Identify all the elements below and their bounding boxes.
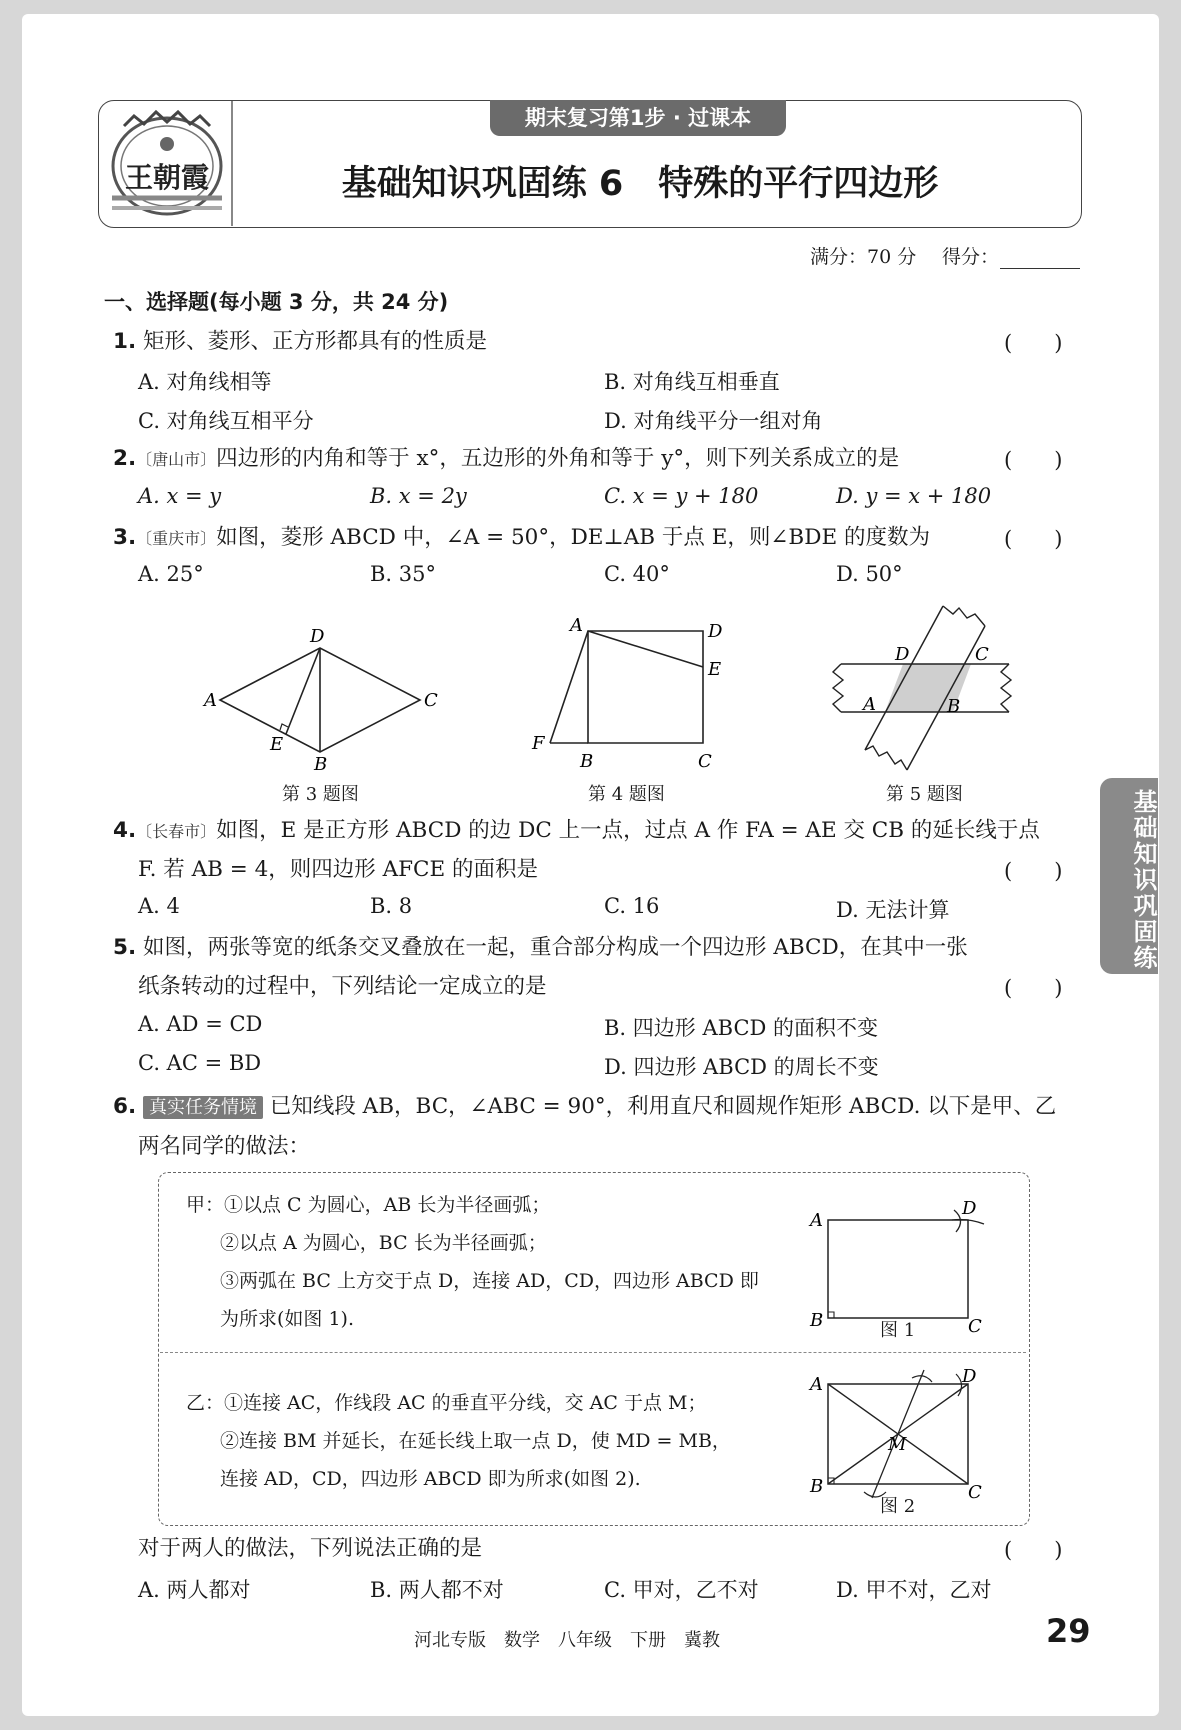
question-5: 5. 如图，两张等宽的纸条交叉叠放在一起，重合部分构成一个四边形 ABCD，在其中一张 — [113, 935, 968, 960]
header-logo — [104, 106, 230, 222]
logo-text: 王朝霞 — [124, 161, 209, 194]
jia-step-4: 为所求(如图 1). — [220, 1308, 354, 1330]
jia-step-2: ②以点 A 为圆心，BC 长为半径画弧； — [220, 1232, 547, 1254]
header-divider — [231, 101, 233, 226]
q3-label-c: C — [424, 690, 438, 711]
q1-option-d[interactable]: D. 对角线平分一组对角 — [604, 409, 823, 433]
q3-option-c[interactable]: C. 40° — [604, 562, 670, 586]
question-4-line2: F. 若 AB = 4，则四边形 AFCE 的面积是 — [138, 857, 539, 882]
fig2-label-m: M — [888, 1434, 907, 1455]
q6-answer-blank[interactable]: ( ) — [1004, 1538, 1063, 1562]
q4-label-b: B — [580, 751, 594, 772]
figure-q3-caption: 第 3 题图 — [282, 784, 359, 805]
section-title: 一、选择题(每小题 3 分，共 24 分) — [104, 290, 449, 314]
figure-q3 — [200, 620, 450, 770]
fig2-label-a: A — [810, 1374, 823, 1395]
fig2-label-b: B — [810, 1476, 824, 1497]
q4-answer-blank[interactable]: ( ) — [1004, 859, 1063, 883]
yi-step-3: 连接 AD，CD，四边形 ABCD 即为所求(如图 2). — [220, 1468, 641, 1490]
q1-number: 1. — [113, 329, 137, 354]
q5-label-d: D — [895, 644, 910, 665]
fig1-label-c: C — [968, 1316, 982, 1337]
q5-answer-blank[interactable]: ( ) — [1004, 976, 1063, 1000]
q4-label-a: A — [570, 615, 583, 636]
q4-source-tag: 〔长春市〕 — [136, 822, 217, 841]
q5-option-c[interactable]: C. AC = BD — [138, 1051, 262, 1075]
q3-label-b: B — [314, 754, 328, 770]
q6-option-d[interactable]: D. 甲不对，乙对 — [836, 1578, 992, 1602]
q5-label-a: A — [863, 694, 876, 715]
q3-label-e: E — [270, 734, 284, 755]
page-number: 29 — [1046, 1612, 1091, 1650]
q1-option-a[interactable]: A. 对角线相等 — [138, 370, 272, 394]
fig1-label-d: D — [962, 1198, 977, 1219]
fig1-label-b: B — [810, 1310, 824, 1331]
q2-option-c[interactable]: C. x = y + 180 — [604, 484, 759, 508]
q4-option-b[interactable]: B. 8 — [370, 894, 413, 918]
q4-option-a[interactable]: A. 4 — [138, 894, 180, 918]
figure-q4 — [528, 615, 728, 775]
q5-option-a[interactable]: A. AD = CD — [138, 1012, 263, 1036]
q1-answer-blank[interactable]: ( ) — [1004, 331, 1063, 355]
q4-option-c[interactable]: C. 16 — [604, 894, 660, 918]
yi-step-1: 乙：①连接 AC，作线段 AC 的垂直平分线，交 AC 于点 M； — [186, 1392, 707, 1414]
q6-option-a[interactable]: A. 两人都对 — [138, 1578, 251, 1602]
question-1 — [113, 327, 487, 357]
q5-option-d[interactable]: D. 四边形 ABCD 的周长不变 — [604, 1055, 879, 1079]
q2-answer-blank[interactable]: ( ) — [1004, 448, 1063, 472]
question-2: 2.〔唐山市〕四边形的内角和等于 x°，五边形的外角和等于 y°，则下列关系成立的是 — [113, 446, 900, 471]
q1-option-b[interactable]: B. 对角线互相垂直 — [604, 370, 780, 394]
page-title: 基础知识巩固练 6 特殊的平行四边形 — [341, 164, 939, 204]
q2-option-d[interactable]: D. y = x + 180 — [836, 484, 992, 508]
q5-label-b: B — [947, 696, 961, 717]
methods-divider — [160, 1352, 1026, 1353]
figure-q5-caption: 第 5 题图 — [886, 784, 963, 805]
fig1-label-a: A — [810, 1210, 823, 1231]
question-4: 4.〔长春市〕如图，E 是正方形 ABCD 的边 DC 上一点，过点 A 作 FA = AE 交 CB 的延长线于点 — [113, 818, 1040, 843]
q2-option-a[interactable]: A. x = y — [138, 484, 222, 508]
figure-q5 — [825, 600, 1025, 775]
q4-label-e: E — [708, 659, 722, 680]
q4-label-f: F — [532, 733, 545, 754]
q3-option-a[interactable]: A. 25° — [138, 562, 204, 586]
q1-option-c[interactable]: C. 对角线互相平分 — [138, 409, 314, 433]
q6-option-b[interactable]: B. 两人都不对 — [370, 1578, 504, 1602]
q3-answer-blank[interactable]: ( ) — [1004, 527, 1063, 551]
jia-step-3: ③两弧在 BC 上方交于点 D，连接 AD，CD，四边形 ABCD 即 — [220, 1270, 759, 1292]
side-tab: 基础知识巩固练 — [1100, 778, 1158, 974]
question-3: 3.〔重庆市〕如图，菱形 ABCD 中，∠A = 50°，DE⊥AB 于点 E，则∠BDE 的度数为 — [113, 525, 930, 550]
q5-label-c: C — [975, 644, 989, 665]
fig2-label-c: C — [968, 1482, 982, 1503]
question-6-line3: 对于两人的做法，下列说法正确的是 — [138, 1536, 483, 1561]
q3-option-d[interactable]: D. 50° — [836, 562, 903, 586]
figure-q4-caption: 第 4 题图 — [588, 784, 665, 805]
q2-option-b[interactable]: B. x = 2y — [370, 484, 467, 508]
q5-option-b[interactable]: B. 四边形 ABCD 的面积不变 — [604, 1016, 879, 1040]
q3-label-a: A — [204, 690, 217, 711]
question-6-line2: 两名同学的做法： — [138, 1134, 311, 1159]
score-got: 得分： — [942, 246, 1000, 268]
yi-step-2: ②连接 BM 并延长，在延长线上取一点 D，使 MD = MB， — [220, 1430, 731, 1452]
q3-label-d: D — [310, 626, 325, 647]
header-banner: 期末复习第1步 · 过课本 — [490, 100, 786, 136]
jia-step-1: 甲：①以点 C 为圆心，AB 长为半径画弧； — [186, 1194, 551, 1216]
score-blank[interactable] — [1000, 268, 1080, 269]
figure-1-caption: 图 1 — [880, 1320, 916, 1341]
q6-badge: 真实任务情境 — [143, 1096, 263, 1119]
q2-source-tag: 〔唐山市〕 — [136, 450, 217, 469]
q4-option-d[interactable]: D. 无法计算 — [836, 898, 950, 922]
q4-label-d: D — [708, 621, 723, 642]
q3-option-b[interactable]: B. 35° — [370, 562, 437, 586]
score-full: 满分：70 分 — [810, 246, 917, 268]
footer-text: 河北专版 数学 八年级 下册 冀教 — [414, 1630, 720, 1651]
fig2-label-d: D — [962, 1366, 977, 1387]
q6-option-c[interactable]: C. 甲对，乙不对 — [604, 1578, 759, 1602]
q4-label-c: C — [698, 751, 712, 772]
figure-2-caption: 图 2 — [880, 1496, 916, 1517]
question-5-line2: 纸条转动的过程中，下列结论一定成立的是 — [138, 974, 547, 999]
q3-source-tag: 〔重庆市〕 — [136, 529, 217, 548]
q1-text: 矩形、菱形、正方形都具有的性质是 — [142, 329, 487, 354]
question-6: 6. 真实任务情境 已知线段 AB，BC，∠ABC = 90°，利用直尺和圆规作矩形 ABCD. 以下是甲、乙 — [113, 1094, 1057, 1119]
